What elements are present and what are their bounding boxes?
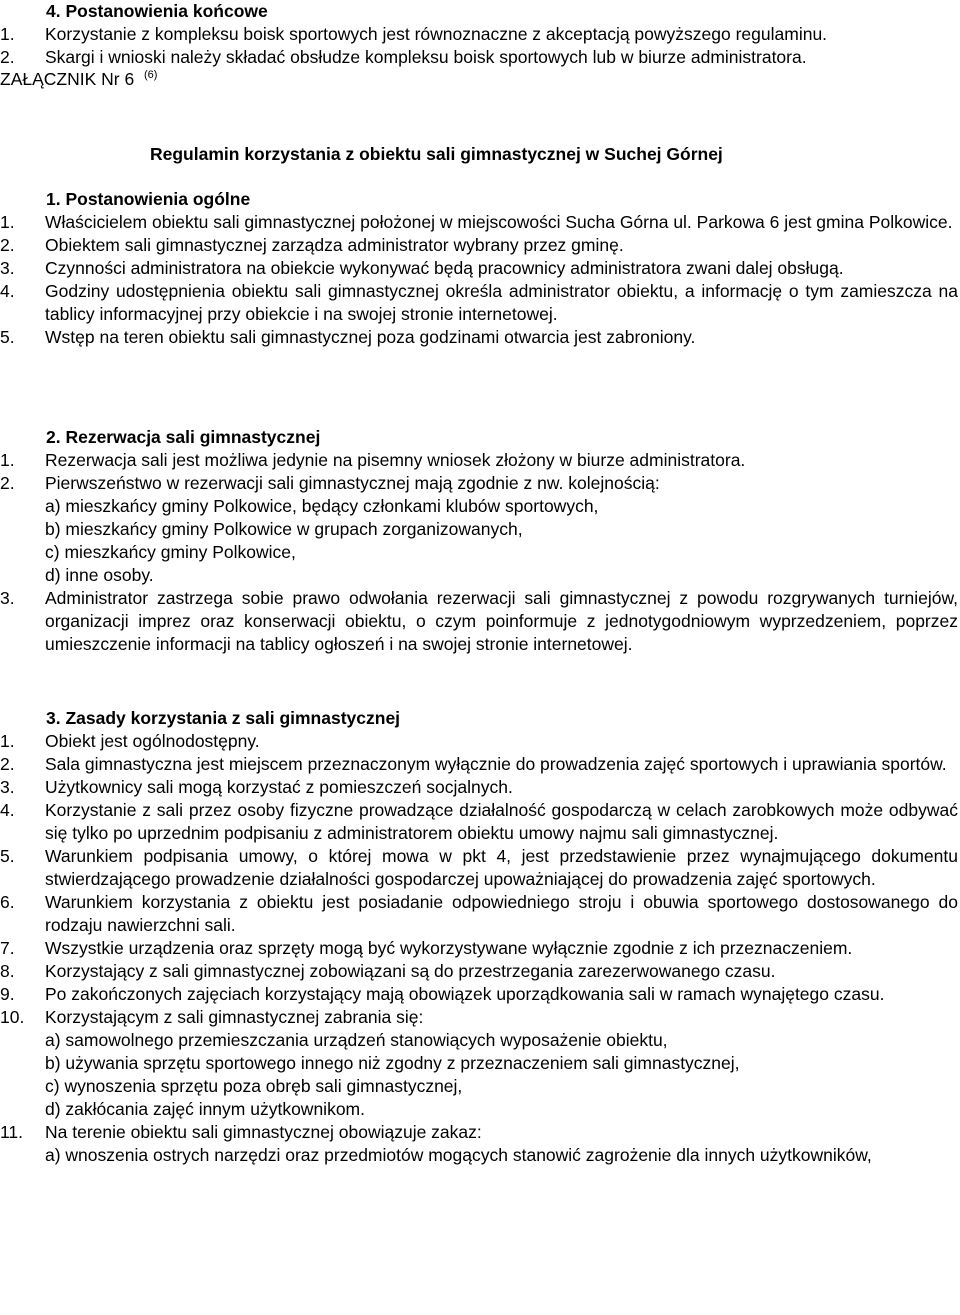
- item-text: Po zakończonych zajęciach korzystający mają obowiązek uporządkowania sali w ramach wynajętego czasu.: [45, 984, 885, 1004]
- section-list: [0, 730, 958, 1167]
- item-number: 7.: [0, 938, 15, 958]
- item-number: 1.: [0, 450, 15, 470]
- annex-label: [0, 68, 958, 91]
- list-item: [0, 449, 958, 472]
- item-number: 2.: [0, 47, 15, 67]
- list-item: [0, 1121, 958, 1167]
- list-item: [0, 46, 958, 69]
- item-text: Pierwszeństwo w rezerwacji sali gimnastycznej mają zgodnie z nw. kolejnością:: [45, 473, 660, 493]
- list-item: [0, 891, 958, 937]
- list-item: [0, 587, 958, 656]
- list-item: [0, 799, 958, 845]
- item-number: 3.: [0, 588, 15, 608]
- item-number: 5.: [0, 846, 15, 866]
- item-number: 2.: [0, 473, 15, 493]
- sub-item: c) wynoszenia sprzętu poza obręb sali gimnastycznej,: [45, 1076, 463, 1096]
- section-heading: 3. Zasady korzystania z sali gimnastycznej: [46, 708, 401, 728]
- annex-footnote-ref: (6): [143, 69, 158, 82]
- sub-item: c) mieszkańcy gminy Polkowice,: [45, 542, 296, 562]
- item-text: Właścicielem obiektu sali gimnastycznej położonej w miejscowości Sucha Górna ul. Parkowa 6 jest gmina Polkowice.: [45, 212, 953, 232]
- item-text: Obiekt jest ogólnodostępny.: [45, 731, 260, 751]
- item-number: 5.: [0, 327, 15, 347]
- item-number: 11.: [0, 1122, 24, 1142]
- list-item: [0, 211, 958, 234]
- list-item: [0, 326, 958, 349]
- list-item: [0, 845, 958, 891]
- sub-item: a) wnoszenia ostrych narzędzi oraz przedmiotów mogących stanowić zagrożenie dla innych użytkowników,: [45, 1145, 872, 1165]
- item-number: 4.: [0, 281, 15, 301]
- item-text: Godziny udostępnienia obiektu sali gimnastycznej określa administrator obiektu, a informację o tym zamieszcza na tablicy informacyjnej przy obiekcie i na swojej stronie internetowej.: [45, 281, 958, 324]
- item-text: Korzystający z sali gimnastycznej zobowiązani są do przestrzegania zarezerwowanego czasu.: [45, 961, 776, 981]
- item-text: Obiektem sali gimnastycznej zarządza administrator wybrany przez gminę.: [45, 235, 624, 255]
- section-list: [0, 211, 958, 349]
- list-item: [0, 280, 958, 326]
- item-text: Administrator zastrzega sobie prawo odwołania rezerwacji sali gimnastycznej z powodu rozgrywanych turniejów, organizacji imprez oraz konserwacji obiektu, o czym poinformuje z jednotygodniowym wyprzedzeniem, poprzez umieszczenie informacji na tablicy ogłoszeń i na swojej stronie internetowej.: [45, 588, 958, 654]
- list-item: [0, 472, 958, 587]
- list-item: [0, 257, 958, 280]
- item-text: Wszystkie urządzenia oraz sprzęty mogą być wykorzystywane wyłącznie zgodnie z ich przeznaczeniem.: [45, 938, 853, 958]
- item-text: Sala gimnastyczna jest miejscem przeznaczonym wyłącznie do prowadzenia zajęć sportowych i uprawiania sportów.: [45, 754, 947, 774]
- list-item: [0, 1006, 958, 1121]
- item-number: 1.: [0, 212, 15, 232]
- item-text: Warunkiem korzystania z obiektu jest posiadanie odpowiedniego stroju i obuwia sportowego dostosowanego do rodzaju nawierzchni sali.: [45, 892, 958, 935]
- item-number: 1.: [0, 24, 15, 44]
- item-number: 3.: [0, 777, 15, 797]
- item-text: Użytkownicy sali mogą korzystać z pomieszczeń socjalnych.: [45, 777, 513, 797]
- item-text: Korzystającym z sali gimnastycznej zabrania się:: [45, 1007, 424, 1027]
- sub-item: d) inne osoby.: [45, 565, 154, 585]
- sub-item: b) mieszkańcy gminy Polkowice w grupach zorganizowanych,: [45, 519, 523, 539]
- list-item: [0, 983, 958, 1006]
- list-item: [0, 960, 958, 983]
- section-heading: 1. Postanowienia ogólne: [46, 189, 251, 209]
- list-item: [0, 730, 958, 753]
- annex-title: ZAŁĄCZNIK Nr 6: [0, 69, 135, 89]
- list-item: [0, 234, 958, 257]
- item-text: Wstęp na teren obiektu sali gimnastycznej poza godzinami otwarcia jest zabroniony.: [45, 327, 696, 347]
- item-number: 9.: [0, 984, 15, 1004]
- list-item: [0, 753, 958, 776]
- item-number: 6.: [0, 892, 15, 912]
- sub-item: a) mieszkańcy gminy Polkowice, będący członkami klubów sportowych,: [45, 496, 599, 516]
- item-number: 4.: [0, 800, 15, 820]
- list-item: [0, 23, 958, 46]
- sub-item: d) zakłócania zajęć innym użytkownikom.: [45, 1099, 365, 1119]
- item-text: Czynności administratora na obiekcie wykonywać będą pracownicy administratora zwani dalej obsługą.: [45, 258, 844, 278]
- item-number: 10.: [0, 1007, 25, 1027]
- item-text: Korzystanie z sali przez osoby fizyczne prowadzące działalność gospodarczą w celach zarobkowych może odbywać się tylko po uprzednim podpisaniu z administratorem obiektu umowy najmu sali gimnastycznej.: [45, 800, 958, 843]
- list-item: [0, 937, 958, 960]
- item-text: Korzystanie z kompleksu boisk sportowych jest równoznaczne z akceptacją powyższego regulaminu.: [45, 24, 828, 44]
- item-number: 2.: [0, 235, 15, 255]
- section-heading: 2. Rezerwacja sali gimnastycznej: [46, 427, 321, 447]
- item-number: 1.: [0, 731, 15, 751]
- sub-item: b) używania sprzętu sportowego innego niż zgodny z przeznaczeniem sali gimnastycznej,: [45, 1053, 740, 1073]
- section-list: [0, 449, 958, 656]
- sub-item: a) samowolnego przemieszczania urządzeń stanowiących wyposażenie obiektu,: [45, 1030, 668, 1050]
- item-text: Warunkiem podpisania umowy, o której mowa w pkt 4, jest przedstawienie przez wynajmującego dokumentu stwierdzającego prowadzenie działalności gospodarczej upoważniającej do prowadzenia zajęć sportowych.: [45, 846, 958, 889]
- section-list: [0, 23, 958, 69]
- item-number: 8.: [0, 961, 15, 981]
- item-text: Skargi i wnioski należy składać obsłudze kompleksu boisk sportowych lub w biurze administratora.: [45, 47, 807, 67]
- item-text: Na terenie obiektu sali gimnastycznej obowiązuje zakaz:: [45, 1122, 482, 1142]
- section-heading: 4. Postanowienia końcowe: [46, 1, 268, 21]
- list-item: [0, 776, 958, 799]
- item-number: 3.: [0, 258, 15, 278]
- item-text: Rezerwacja sali jest możliwa jedynie na pisemny wniosek złożony w biurze administratora.: [45, 450, 746, 470]
- document-title: Regulamin korzystania z obiektu sali gimnastycznej w Suchej Górnej: [150, 144, 723, 164]
- item-number: 2.: [0, 754, 15, 774]
